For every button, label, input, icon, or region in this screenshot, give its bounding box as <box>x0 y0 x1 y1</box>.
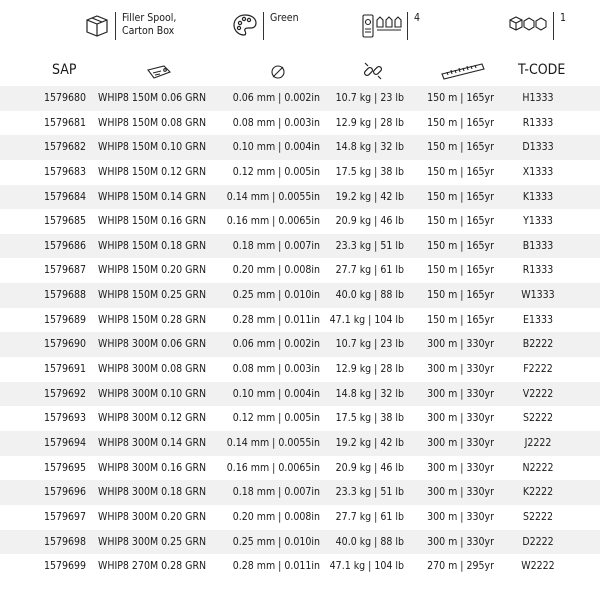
length-cell: 300 m | 330yr <box>427 412 494 425</box>
table-row <box>0 234 600 259</box>
sap-cell: 1579698 <box>44 535 87 548</box>
diameter-cell: 0.12 mm | 0.005in <box>232 165 320 178</box>
diameter-cell: 0.28 mm | 0.011in <box>232 560 320 573</box>
description-cell: WHIP8 300M 0.14 GRN <box>98 436 207 449</box>
breaking-strength-cell: 12.9 kg | 28 lb <box>335 116 404 129</box>
length-cell: 300 m | 330yr <box>427 461 494 474</box>
breaking-strength-cell: 12.9 kg | 28 lb <box>335 363 404 376</box>
diameter-icon <box>270 64 286 80</box>
length-cell: 270 m | 295yr <box>427 560 494 573</box>
diameter-cell: 0.08 mm | 0.003in <box>232 363 320 376</box>
breaking-strength-cell: 14.8 kg | 32 lb <box>335 387 404 400</box>
length-cell: 150 m | 165yr <box>427 92 494 104</box>
breaking-strength-cell: 10.7 kg | 23 lb <box>335 338 404 351</box>
table-row <box>0 111 600 136</box>
packaging-info <box>84 12 176 40</box>
sap-cell: 1579680 <box>44 92 87 104</box>
sap-cell: 1579688 <box>44 289 87 302</box>
box-icon <box>84 12 110 38</box>
diameter-cell: 0.18 mm | 0.007in <box>232 239 320 252</box>
tcode-cell: S2222 <box>522 510 554 523</box>
table-row <box>0 209 600 234</box>
tcode-cell: D2222 <box>522 535 554 548</box>
diameter-cell: 0.16 mm | 0.0065in <box>226 461 320 474</box>
breaking-strength-cell: 40.0 kg | 88 lb <box>335 289 404 302</box>
color-label <box>263 12 299 40</box>
table-row <box>0 357 600 382</box>
diameter-cell: 0.25 mm | 0.010in <box>232 535 320 548</box>
table-row <box>0 554 600 579</box>
table-row <box>0 185 600 210</box>
tcode-cell: Y1333 <box>523 215 553 228</box>
diameter-header <box>270 64 286 80</box>
sap-cell: 1579691 <box>44 363 87 376</box>
sap-cell: 1579692 <box>44 387 87 400</box>
diameter-cell: 0.10 mm | 0.004in <box>232 141 320 154</box>
sap-cell: 1579690 <box>44 338 87 351</box>
description-cell: WHIP8 300M 0.06 GRN <box>98 338 207 351</box>
description-cell: WHIP8 150M 0.20 GRN <box>98 264 207 277</box>
description-cell: WHIP8 300M 0.10 GRN <box>98 387 207 400</box>
sap-cell: 1579685 <box>44 215 87 228</box>
sap-header: SAP <box>52 62 77 78</box>
breaking-strength-cell: 17.5 kg | 38 lb <box>335 165 404 178</box>
tcode-cell: B1333 <box>522 239 554 252</box>
diameter-cell: 0.14 mm | 0.0055in <box>226 436 320 449</box>
packs-per-carton-label <box>553 12 566 40</box>
table-row <box>0 135 600 160</box>
sap-cell: 1579684 <box>44 190 87 203</box>
sap-cell: 1579696 <box>44 486 87 499</box>
carton-stack-icon <box>508 12 548 34</box>
breaking-strength-cell: 10.7 kg | 23 lb <box>335 92 404 104</box>
tcode-cell: W2222 <box>521 560 555 573</box>
description-cell: WHIP8 150M 0.14 GRN <box>98 190 207 203</box>
length-cell: 150 m | 165yr <box>427 190 494 203</box>
sap-cell: 1579694 <box>44 436 87 449</box>
breaking-strength-cell: 23.3 kg | 51 lb <box>335 486 404 499</box>
length-cell: 300 m | 330yr <box>427 535 494 548</box>
diameter-cell: 0.20 mm | 0.008in <box>232 510 320 523</box>
length-cell: 300 m | 330yr <box>427 363 494 376</box>
packaging-label-line2: Carton Box <box>122 25 175 37</box>
units-per-pack-label <box>407 12 420 40</box>
tcode-cell: D1333 <box>522 141 554 154</box>
sap-cell: 1579697 <box>44 510 87 523</box>
tcode-cell: N2222 <box>522 461 554 474</box>
length-cell: 300 m | 330yr <box>427 436 494 449</box>
length-cell: 150 m | 165yr <box>427 289 494 302</box>
tcode-cell: E1333 <box>522 313 553 326</box>
description-cell: WHIP8 300M 0.08 GRN <box>98 363 207 376</box>
table-row <box>0 456 600 481</box>
diameter-cell: 0.06 mm | 0.002in <box>232 338 320 351</box>
diameter-cell: 0.06 mm | 0.002in <box>232 92 320 104</box>
diameter-cell: 0.28 mm | 0.011in <box>232 313 320 326</box>
table-row <box>0 283 600 308</box>
breaking-strength-cell: 27.7 kg | 61 lb <box>335 264 404 277</box>
tcode-cell: F2222 <box>523 363 553 376</box>
sap-cell: 1579683 <box>44 165 87 178</box>
table-row <box>0 431 600 456</box>
sap-cell: 1579693 <box>44 412 87 425</box>
ruler-icon <box>440 62 486 80</box>
description-cell: WHIP8 300M 0.12 GRN <box>98 412 207 425</box>
breaking-strength-cell: 27.7 kg | 61 lb <box>335 510 404 523</box>
palette-icon <box>232 12 258 38</box>
units-per-pack-value: 4 <box>414 12 421 24</box>
table-row <box>0 480 600 505</box>
sap-cell: 1579686 <box>44 239 87 252</box>
color-info <box>232 12 299 40</box>
breaking-strength-header <box>362 60 384 82</box>
tcode-cell: W1333 <box>521 289 555 302</box>
tcode-cell: B2222 <box>522 338 554 351</box>
length-cell: 300 m | 330yr <box>427 486 494 499</box>
description-cell: WHIP8 150M 0.28 GRN <box>98 313 207 326</box>
breaking-strength-cell: 20.9 kg | 46 lb <box>335 215 404 228</box>
table-row <box>0 258 600 283</box>
table-header <box>0 58 600 86</box>
length-cell: 150 m | 165yr <box>427 116 494 129</box>
table-row <box>0 160 600 185</box>
tcode-header: T-CODE <box>518 62 566 78</box>
length-cell: 150 m | 165yr <box>427 141 494 154</box>
table-row <box>0 332 600 357</box>
packaging-label <box>115 12 176 40</box>
diameter-cell: 0.25 mm | 0.010in <box>232 289 320 302</box>
units-per-pack-info <box>362 12 420 40</box>
packs-per-carton-info <box>508 12 566 40</box>
diameter-cell: 0.14 mm | 0.0055in <box>226 190 320 203</box>
length-cell: 150 m | 165yr <box>427 239 494 252</box>
table-row <box>0 382 600 407</box>
product-table-body <box>0 86 600 579</box>
diameter-cell: 0.20 mm | 0.008in <box>232 264 320 277</box>
packs-per-carton-value: 1 <box>560 12 567 24</box>
diameter-cell: 0.10 mm | 0.004in <box>232 387 320 400</box>
length-cell: 150 m | 165yr <box>427 264 494 277</box>
length-cell: 300 m | 330yr <box>427 387 494 400</box>
description-cell: WHIP8 150M 0.18 GRN <box>98 239 207 252</box>
diameter-cell: 0.18 mm | 0.007in <box>232 486 320 499</box>
tcode-cell: R1333 <box>522 264 554 277</box>
sap-cell: 1579681 <box>44 116 87 129</box>
table-row <box>0 308 600 333</box>
table-row <box>0 86 600 111</box>
spools-pack-icon <box>362 12 402 40</box>
length-cell: 150 m | 165yr <box>427 215 494 228</box>
breaking-strength-cell: 47.1 kg | 104 lb <box>329 560 404 573</box>
breaking-strength-cell: 20.9 kg | 46 lb <box>335 461 404 474</box>
tcode-cell: X1333 <box>522 165 554 178</box>
description-cell: WHIP8 150M 0.10 GRN <box>98 141 207 154</box>
table-row <box>0 530 600 555</box>
tcode-cell: H1333 <box>522 92 554 104</box>
description-cell: WHIP8 300M 0.25 GRN <box>98 535 207 548</box>
description-cell: WHIP8 150M 0.08 GRN <box>98 116 207 129</box>
tcode-cell: R1333 <box>522 116 554 129</box>
table-row <box>0 406 600 431</box>
length-cell: 150 m | 165yr <box>427 165 494 178</box>
description-cell: WHIP8 300M 0.20 GRN <box>98 510 207 523</box>
diameter-cell: 0.12 mm | 0.005in <box>232 412 320 425</box>
table-row <box>0 505 600 530</box>
product-info-strip <box>0 0 600 50</box>
sap-cell: 1579689 <box>44 313 87 326</box>
breaking-strength-cell: 40.0 kg | 88 lb <box>335 535 404 548</box>
breaking-strength-cell: 14.8 kg | 32 lb <box>335 141 404 154</box>
tcode-cell: K1333 <box>522 190 554 203</box>
chain-icon <box>362 60 384 82</box>
breaking-strength-cell: 23.3 kg | 51 lb <box>335 239 404 252</box>
breaking-strength-cell: 19.2 kg | 42 lb <box>335 190 404 203</box>
breaking-strength-cell: 19.2 kg | 42 lb <box>335 436 404 449</box>
breaking-strength-cell: 47.1 kg | 104 lb <box>329 313 404 326</box>
color-value: Green <box>270 12 299 24</box>
diameter-cell: 0.08 mm | 0.003in <box>232 116 320 129</box>
tcode-cell: S2222 <box>522 412 554 425</box>
sap-cell: 1579687 <box>44 264 87 277</box>
length-cell: 300 m | 330yr <box>427 510 494 523</box>
tag-icon <box>146 64 172 80</box>
tcode-cell: J2222 <box>524 436 552 449</box>
description-cell: WHIP8 150M 0.16 GRN <box>98 215 207 228</box>
tcode-cell: V2222 <box>522 387 554 400</box>
description-header <box>146 64 172 80</box>
sap-cell: 1579695 <box>44 461 87 474</box>
tcode-cell: K2222 <box>522 486 554 499</box>
breaking-strength-cell: 17.5 kg | 38 lb <box>335 412 404 425</box>
description-cell: WHIP8 270M 0.28 GRN <box>98 560 207 573</box>
description-cell: WHIP8 150M 0.06 GRN <box>98 92 207 104</box>
length-cell: 150 m | 165yr <box>427 313 494 326</box>
description-cell: WHIP8 150M 0.12 GRN <box>98 165 207 178</box>
packaging-label-line1: Filler Spool, <box>122 12 177 24</box>
description-cell: WHIP8 300M 0.16 GRN <box>98 461 207 474</box>
diameter-cell: 0.16 mm | 0.0065in <box>226 215 320 228</box>
sap-cell: 1579682 <box>44 141 87 154</box>
length-cell: 300 m | 330yr <box>427 338 494 351</box>
sap-cell: 1579699 <box>44 560 87 573</box>
description-cell: WHIP8 150M 0.25 GRN <box>98 289 207 302</box>
description-cell: WHIP8 300M 0.18 GRN <box>98 486 207 499</box>
length-header <box>440 62 486 80</box>
